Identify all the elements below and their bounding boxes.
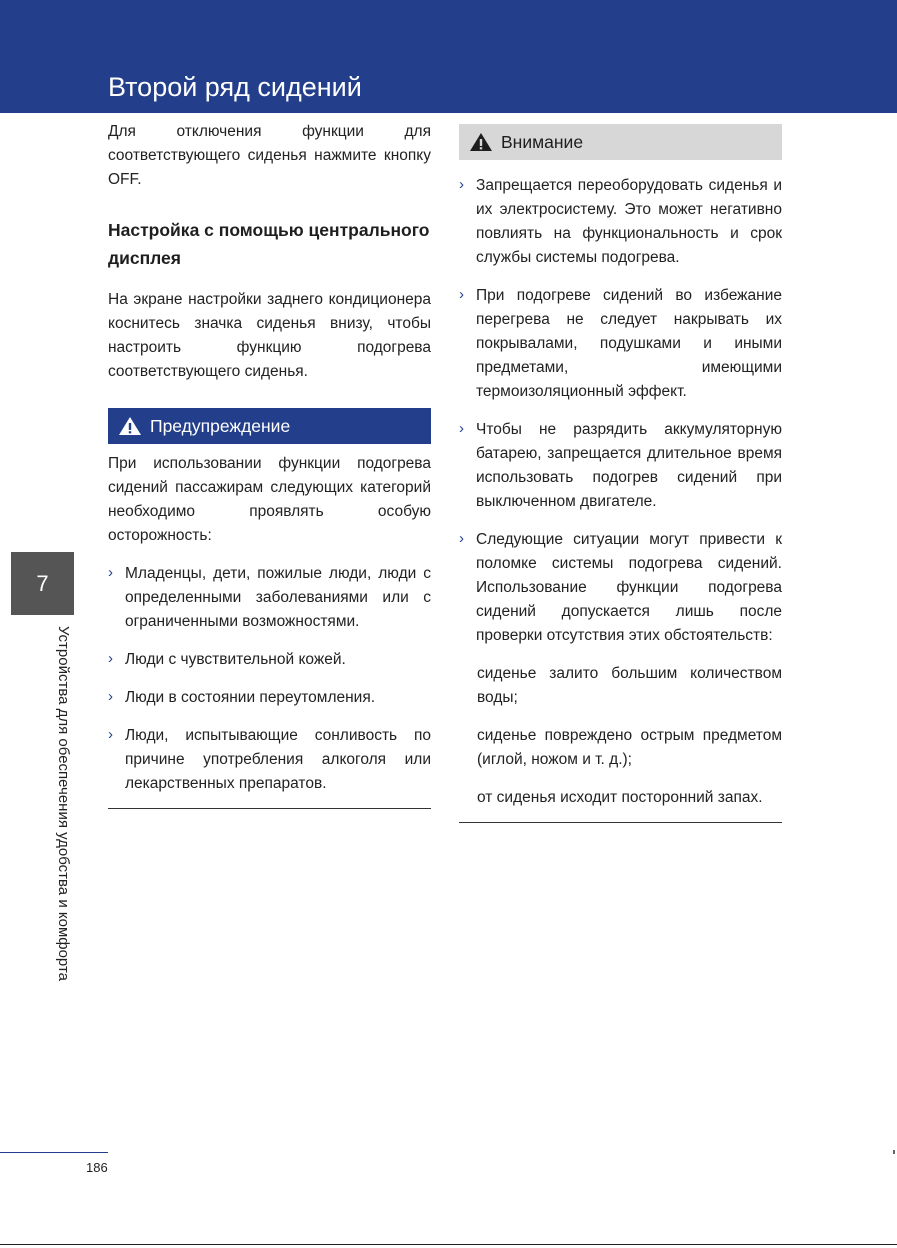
warning-text: При использовании функции подогрева сидений пассажирам следующих категорий необходимо проявлять особую осторожность: bbox=[108, 455, 431, 544]
list-item: › Младенцы, дети, пожилые люди, люди с определенными заболеваниями или с ограниченными возможностями. bbox=[108, 564, 431, 630]
list-item: › Следующие ситуации могут привести к поломке системы подогрева сидений. Использование функции подогрева сидений допускается лишь после проверки отсутствия этих обстоятельств: bbox=[459, 530, 782, 644]
warning-banner bbox=[108, 408, 431, 444]
page-header bbox=[0, 0, 897, 113]
list-item: › Запрещается переоборудовать сиденья и их электросистему. Это может негативно повлиять на функциональность и срок службы системы подогрева. bbox=[459, 176, 782, 266]
chevron-right-icon: › bbox=[108, 726, 113, 743]
section-subheading: Настройка с помощью центрального дисплея bbox=[108, 220, 430, 268]
chevron-right-icon: › bbox=[108, 688, 113, 705]
left-column bbox=[108, 120, 431, 809]
warning-label: Предупреждение bbox=[150, 415, 291, 436]
chevron-right-icon: › bbox=[459, 530, 464, 547]
list-item: › При подогреве сидений во избежание перегрева не следует накрывать их покрывалами, подушками и иными предметами, имеющими термоизоляционный эффект. bbox=[459, 286, 782, 400]
list-item: › Люди, испытывающие сонливость по причине употребления алкоголя или лекарственных препаратов. bbox=[108, 726, 431, 792]
warning-end-rule bbox=[108, 808, 431, 809]
display-instructions-paragraph: На экране настройки заднего кондиционера коснитесь значка сиденья внизу, чтобы настроить функцию подогрева соответствующего сиденья. bbox=[108, 291, 431, 380]
chapter-title: Устройства для обеспечения удобства и комфорта bbox=[55, 626, 72, 981]
chevron-right-icon: › bbox=[459, 286, 464, 303]
condition-item: сиденье повреждено острым предметом (иглой, ножом и т. д.); bbox=[477, 727, 782, 768]
caution-label: Внимание bbox=[501, 131, 584, 152]
page-number: 186 bbox=[86, 1160, 108, 1175]
condition-item: от сиденья исходит посторонний запах. bbox=[477, 789, 763, 806]
chapter-tab bbox=[11, 552, 74, 615]
caution-banner bbox=[459, 124, 782, 160]
right-column bbox=[459, 124, 782, 823]
chevron-right-icon: › bbox=[108, 650, 113, 667]
caution-list bbox=[459, 174, 782, 648]
chapter-number: 7 bbox=[36, 570, 49, 596]
list-item: › Люди с чувствительной кожей. bbox=[108, 650, 346, 668]
damage-conditions bbox=[459, 662, 782, 810]
list-item: › Чтобы не разрядить аккумуляторную батарею, запрещается длительное время использовать подогрев сидений при выключенном двигателе. bbox=[459, 420, 782, 510]
chevron-right-icon: › bbox=[459, 176, 464, 193]
chevron-right-icon: › bbox=[108, 564, 113, 581]
page-bottom-rule bbox=[0, 1244, 897, 1245]
intro-paragraph: Для отключения функции для соответствующего сиденья нажмите кнопку OFF. bbox=[108, 123, 431, 188]
condition-item: сиденье залито большим количеством воды; bbox=[477, 665, 782, 706]
caution-end-rule bbox=[459, 822, 782, 823]
page-title: Второй ряд сидений bbox=[108, 72, 362, 102]
footer-rule bbox=[0, 1152, 108, 1153]
warning-triangle-icon bbox=[469, 132, 493, 152]
chevron-right-icon: › bbox=[459, 420, 464, 437]
list-item: › Люди в состоянии переутомления. bbox=[108, 688, 376, 706]
warning-triangle-icon bbox=[118, 416, 142, 436]
corner-mark bbox=[893, 1150, 895, 1154]
warning-list bbox=[108, 562, 431, 796]
